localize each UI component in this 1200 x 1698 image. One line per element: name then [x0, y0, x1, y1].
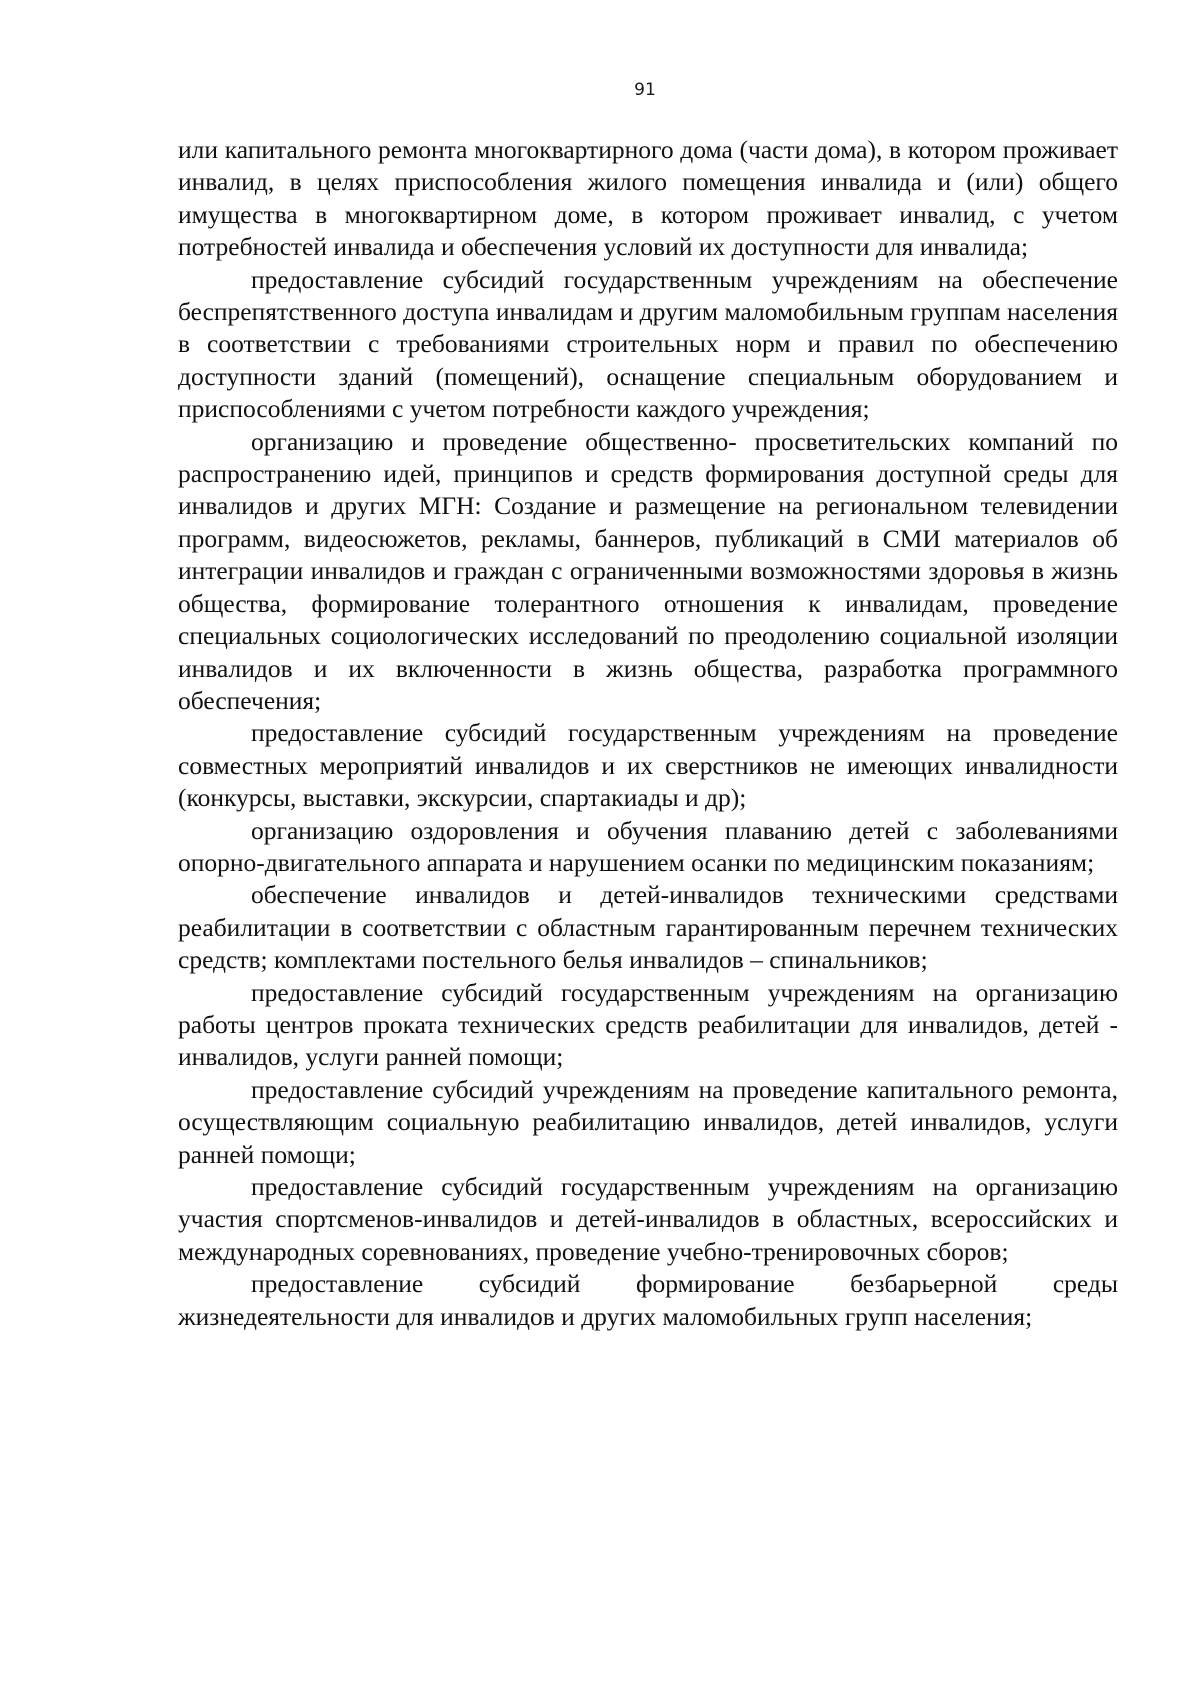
paragraph: организацию и проведение общественно- просветительских компаний по распространению идей, принципов и средств формирования доступной среды для инвалидов и других МГН: Создание и размещение на региональном телевидении программ, видеосюжетов, рекламы, баннеров, публикаций в СМИ материалов об интеграции инвалидов и граждан с ограниченными возможностями здоровья в жизнь общества, формирование толерантного отношения к инвалидам, проведение специальных социологических исследований по преодолению социальной изоляции инвалидов и их включенности в жизнь общества, разработка программного обеспечения; — [178, 426, 1118, 715]
paragraph: организацию оздоровления и обучения плаванию детей с заболеваниями опорно-двигательного аппарата и нарушением осанки по медицинским показаниям; — [178, 815, 1118, 877]
paragraph: предоставление субсидий государственным учреждениям на проведение совместных мероприятий инвалидов и их сверстников не имеющих инвалидности (конкурсы, выставки, экскурсии, спартакиады и др); — [178, 718, 1118, 813]
paragraph-continuation: или капитального ремонта многоквартирного дома (части дома), в котором проживает инвалид, в целях приспособления жилого помещения инвалида и (или) общего имущества в многоквартирном доме, в котором проживает инвалид, с учетом потребностей инвалида и обеспечения условий их доступности для инвалида; — [178, 135, 1118, 262]
paragraph: обеспечение инвалидов и детей-инвалидов техническими средствами реабилитации в соответствии с областным гарантированным перечнем технических средств; комплектами постельного белья инвалидов – спинальников; — [178, 880, 1118, 975]
paragraph: предоставление субсидий государственным учреждениям на организацию участия спортсменов-инвалидов и детей-инвалидов в областных, всероссийских и международных соревнованиях, проведение учебно-тренировочных сборов; — [178, 1172, 1118, 1266]
paragraph: предоставление субсидий государственным учреждениям на организацию работы центров проката технических средств реабилитации для инвалидов, детей - инвалидов, услуги ранней помощи; — [178, 977, 1118, 1072]
page-number: 91 — [634, 80, 656, 100]
document-body — [178, 134, 1118, 1333]
paragraph: предоставление субсидий учреждениям на проведение капитального ремонта, осуществляющим социальную реабилитацию инвалидов, детей инвалидов, услуги ранней помощи; — [178, 1074, 1118, 1169]
paragraph: предоставление субсидий государственным учреждениям на обеспечение беспрепятственного доступа инвалидам и другим маломобильным группам населения в соответствии с требованиями строительных норм и правил по обеспечению доступности зданий (помещений), оснащение специальным оборудованием и приспособлениями с учетом потребности каждого учреждения; — [178, 264, 1118, 424]
paragraph: предоставление субсидий формирование безбарьерной среды жизнедеятельности для инвалидов и других маломобильных групп населения; — [178, 1269, 1118, 1331]
